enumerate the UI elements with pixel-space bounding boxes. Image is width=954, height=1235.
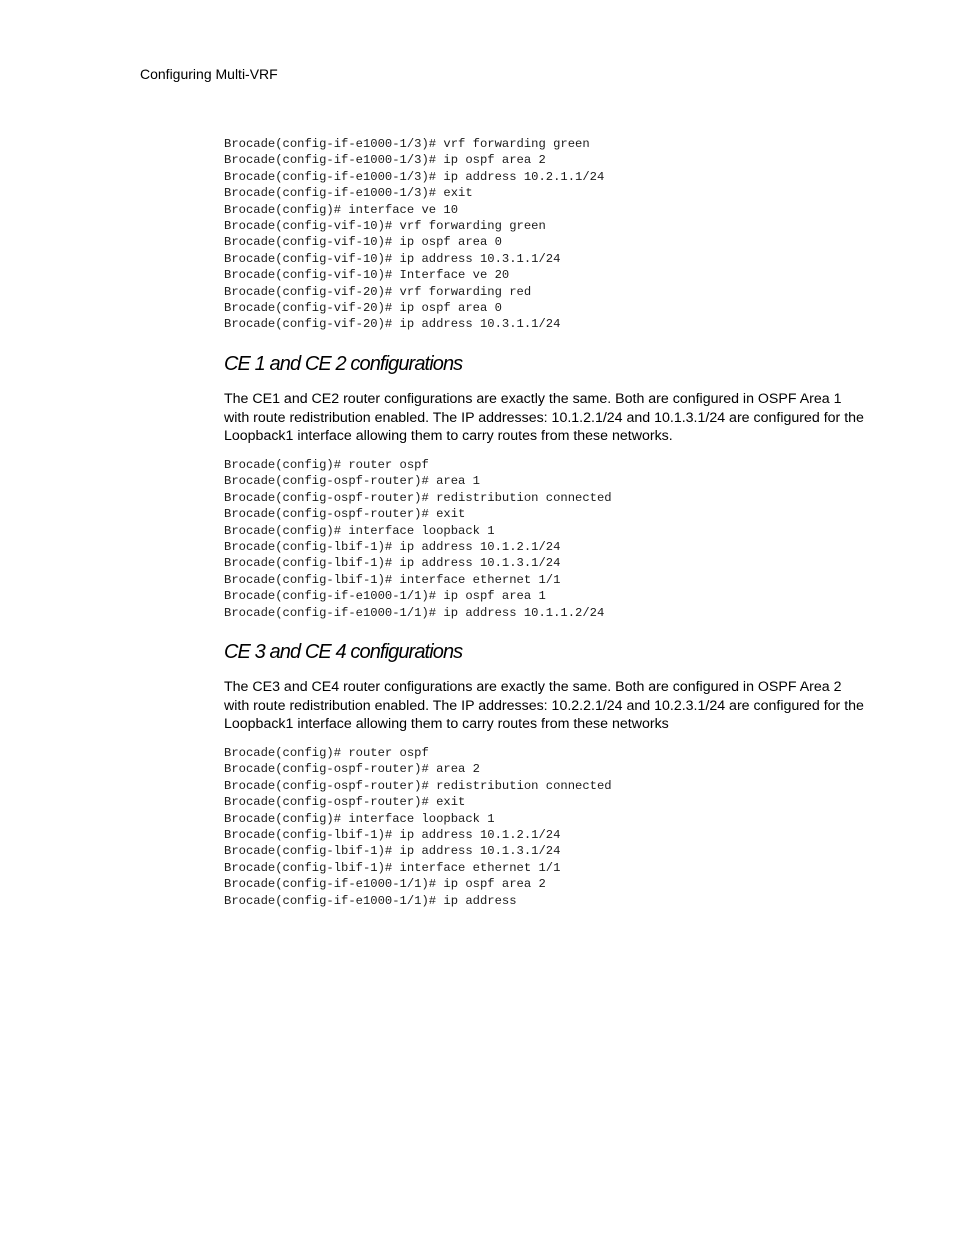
section-paragraph-ce1-ce2: The CE1 and CE2 router configurations are exactly the same. Both are configured in OSPF Area 1 with route redistribution enabled. The IP addresses: 10.1.2.1/24 and 10.1.3.1/24 are configured for the Loopback1 interface allowing them to carry routes from these networks. [224, 391, 864, 445]
code-line: Brocade(config)# interface loopback 1 [224, 523, 495, 538]
code-line: Brocade(config-if-e1000-1/1)# ip ospf area 2 [224, 877, 546, 892]
code-line: Brocade(config-vif-10)# ip ospf area 0 [224, 235, 502, 250]
code-line: Brocade(config-if-e1000-1/3)# exit [224, 186, 473, 201]
code-line: Brocade(config-ospf-router)# redistribution connected [224, 778, 612, 793]
code-line: Brocade(config-ospf-router)# exit [224, 795, 466, 810]
code-line: Brocade(config-vif-20)# ip ospf area 0 [224, 300, 502, 315]
code-block-pe-config [224, 136, 604, 333]
code-line: Brocade(config-vif-10)# ip address 10.3.1.1/24 [224, 251, 561, 266]
running-header-title: Configuring Multi-VRF [140, 66, 278, 82]
section-heading-ce3-ce4: CE 3 and CE 4 configurations [224, 641, 463, 663]
code-line: Brocade(config)# interface ve 10 [224, 202, 459, 217]
code-line: Brocade(config-if-e1000-1/1)# ip address [224, 893, 517, 908]
code-line: Brocade(config-if-e1000-1/3)# vrf forwarding green [224, 137, 590, 151]
code-line: Brocade(config-lbif-1)# ip address 10.1.3.1/24 [224, 556, 561, 571]
code-line: Brocade(config-ospf-router)# area 1 [224, 474, 480, 489]
code-line: Brocade(config)# router ospf [224, 746, 429, 760]
code-line: Brocade(config-ospf-router)# area 2 [224, 762, 480, 777]
code-line: Brocade(config-if-e1000-1/3)# ip ospf area 2 [224, 153, 546, 168]
code-line: Brocade(config-vif-20)# vrf forwarding red [224, 284, 532, 299]
section-heading-ce1-ce2: CE 1 and CE 2 configurations [224, 353, 463, 375]
code-line: Brocade(config-vif-10)# Interface ve 20 [224, 268, 510, 283]
code-block-ce3-ce4 [224, 745, 612, 909]
code-line: Brocade(config-if-e1000-1/3)# ip address 10.2.1.1/24 [224, 169, 605, 184]
code-line: Brocade(config-lbif-1)# ip address 10.1.2.1/24 [224, 827, 561, 842]
code-line: Brocade(config-vif-20)# ip address 10.3.1.1/24 [224, 317, 561, 332]
code-line: Brocade(config-lbif-1)# ip address 10.1.2.1/24 [224, 539, 561, 554]
code-line: Brocade(config)# router ospf [224, 458, 429, 472]
code-block-ce1-ce2 [224, 457, 612, 621]
code-line: Brocade(config-lbif-1)# interface ethernet 1/1 [224, 860, 561, 875]
section-paragraph-ce3-ce4: The CE3 and CE4 router configurations are exactly the same. Both are configured in OSPF Area 2 with route redistribution enabled. The IP addresses: 10.2.2.1/24 and 10.2.3.1/24 are configured for the Loopback1 interface allowing them to carry routes from these networks [224, 679, 864, 733]
code-line: Brocade(config-ospf-router)# exit [224, 507, 466, 522]
code-line: Brocade(config-if-e1000-1/1)# ip ospf area 1 [224, 589, 546, 604]
code-line: Brocade(config-lbif-1)# ip address 10.1.3.1/24 [224, 844, 561, 859]
code-line: Brocade(config)# interface loopback 1 [224, 811, 495, 826]
code-line: Brocade(config-ospf-router)# redistribution connected [224, 490, 612, 505]
code-line: Brocade(config-lbif-1)# interface ethernet 1/1 [224, 572, 561, 587]
code-line: Brocade(config-vif-10)# vrf forwarding green [224, 218, 546, 233]
code-line: Brocade(config-if-e1000-1/1)# ip address 10.1.1.2/24 [224, 605, 605, 620]
